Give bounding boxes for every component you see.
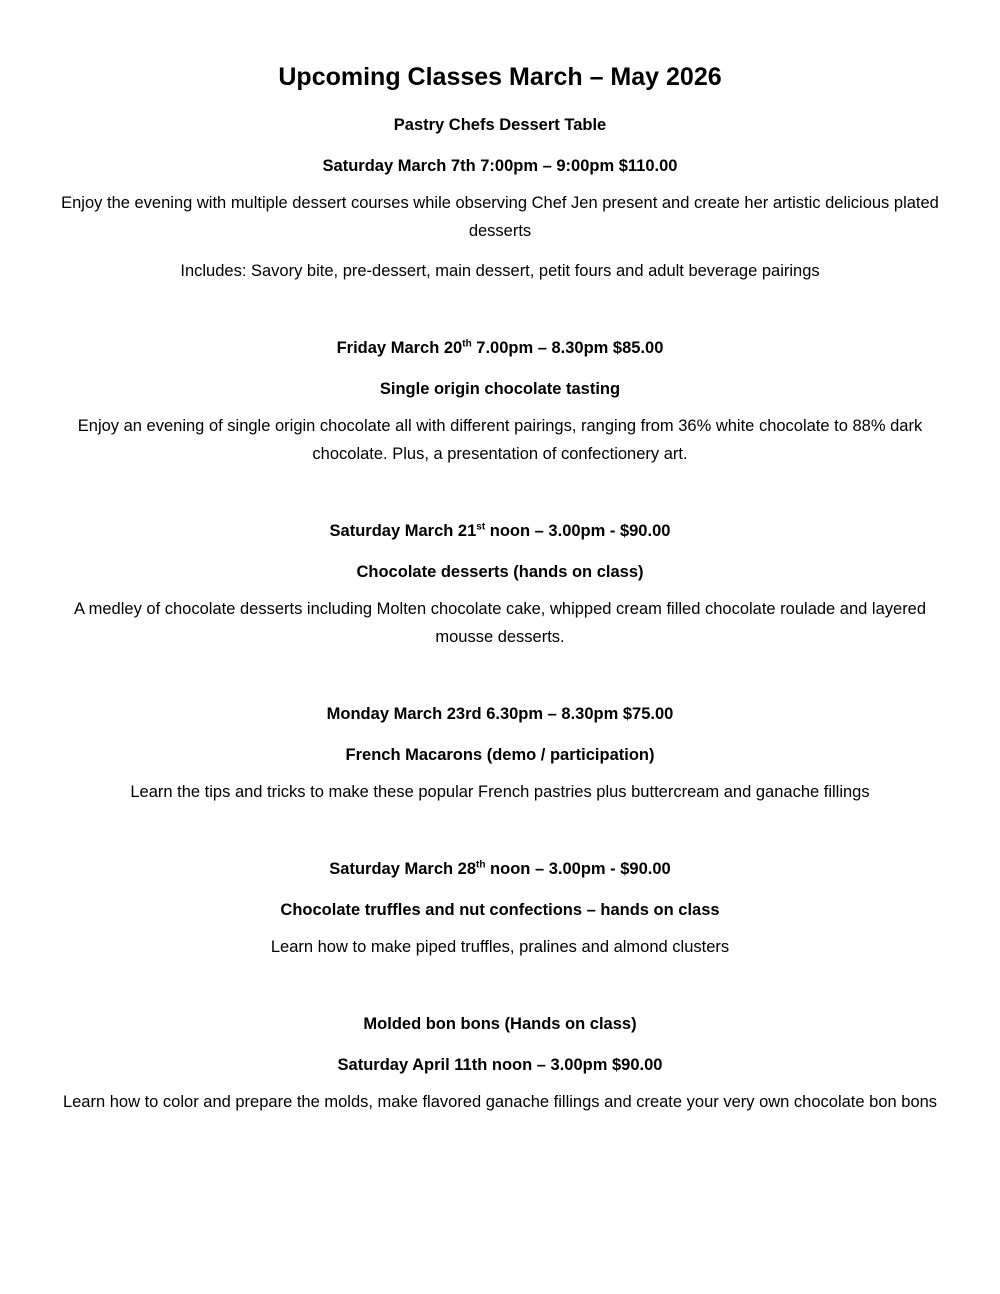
event-title: Single origin chocolate tasting bbox=[379, 380, 621, 398]
document-title: Upcoming Classes March – May 2026 bbox=[278, 63, 722, 91]
event-title: Pastry Chefs Dessert Table bbox=[393, 116, 607, 134]
event-date-price bbox=[52, 337, 948, 359]
event-time-price-text: 7.00pm – 8.30pm $85.00 bbox=[471, 339, 664, 357]
date-ordinal-suffix: th bbox=[476, 859, 486, 871]
event-title: French Macarons (demo / participation) bbox=[345, 746, 655, 764]
event-description: Enjoy an evening of single origin chocolate all with different pairings, ranging from 36% white chocolate to 88% dark chocolate. Plus, a presentation of confectionery art. bbox=[77, 417, 923, 463]
event-description: Learn how to color and prepare the molds, make flavored ganache fillings and create your very own chocolate bon bons bbox=[62, 1093, 938, 1111]
event-description: A medley of chocolate desserts including Molten chocolate cake, whipped cream filled chocolate roulade and layered mousse desserts. bbox=[73, 600, 927, 646]
date-ordinal-suffix: th bbox=[462, 338, 472, 350]
date-ordinal-suffix: st bbox=[476, 521, 486, 533]
event-description: Learn how to make piped truffles, pralines and almond clusters bbox=[270, 938, 730, 956]
event-date-price bbox=[52, 858, 948, 880]
event-date-price: Monday March 23rd 6.30pm – 8.30pm $75.00 bbox=[326, 705, 674, 723]
event-pastry-chefs-dessert-table bbox=[52, 114, 948, 285]
event-date-price bbox=[52, 520, 948, 542]
event-title: Chocolate desserts (hands on class) bbox=[356, 563, 644, 581]
event-description: Learn the tips and tricks to make these popular French pastries plus buttercream and ganache fillings bbox=[130, 783, 870, 801]
event-date-text: Friday March 20 bbox=[336, 339, 463, 357]
event-chocolate-truffles bbox=[52, 858, 948, 961]
event-french-macarons bbox=[52, 703, 948, 806]
event-title: Chocolate truffles and nut confections – hands on class bbox=[280, 901, 720, 919]
event-title: Molded bon bons (Hands on class) bbox=[363, 1015, 637, 1033]
event-chocolate-desserts bbox=[52, 520, 948, 651]
event-date-text: Saturday March 21 bbox=[329, 522, 477, 540]
event-time-price-text: noon – 3.00pm - $90.00 bbox=[485, 860, 671, 878]
event-date-text: Saturday March 28 bbox=[329, 860, 477, 878]
event-description: Enjoy the evening with multiple dessert courses while observing Chef Jen present and create her artistic delicious plated desserts bbox=[61, 194, 939, 240]
event-single-origin-chocolate-tasting bbox=[52, 337, 948, 468]
event-includes: Includes: Savory bite, pre-dessert, main dessert, petit fours and adult beverage pairings bbox=[180, 262, 820, 280]
event-time-price-text: noon – 3.00pm - $90.00 bbox=[485, 522, 671, 540]
event-date-price: Saturday March 7th 7:00pm – 9:00pm $110.00 bbox=[322, 157, 678, 175]
event-date-price: Saturday April 11th noon – 3.00pm $90.00 bbox=[337, 1056, 663, 1074]
event-molded-bon-bons bbox=[52, 1013, 948, 1116]
